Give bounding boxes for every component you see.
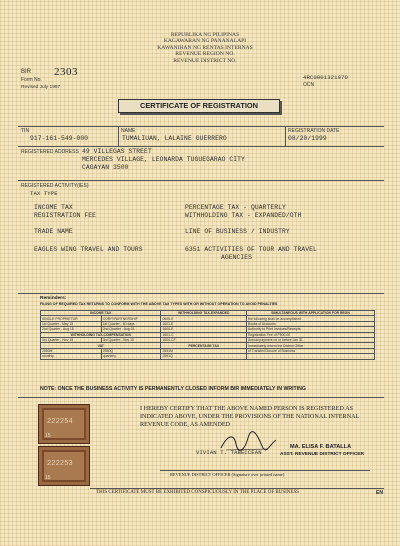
withholding-comp-header: WITHHOLDING TAX-COMPENSATION: [41, 332, 161, 337]
official-position: ASST. REVENUE DISTRICT OFFICER: [280, 452, 364, 457]
closure-note: NOTE: ONCE THE BUSINESS ACTIVITY IS PERMANENTLY CLOSED INFORM BIR IMMEDIATELY IN WRITING: [40, 386, 306, 392]
table-cell: 2550Q: [101, 348, 161, 353]
table-cell: 0605-E: [161, 316, 246, 321]
footer-code: EN: [376, 490, 383, 496]
table-cell: 1601-E: [161, 321, 246, 326]
republic-header: [120, 32, 290, 64]
certify-line-1: I HEREBY CERTIFY THAT THE ABOVE NAMED PERSON IS REGISTERED AS: [140, 405, 353, 412]
tax-right-2: WITHHOLDING TAX - EXPANDED/OTH: [185, 212, 302, 219]
address-line-3: CAGAYAN 3500: [82, 164, 129, 171]
reminders-title: Reminders:: [40, 296, 67, 301]
business-label: LINE OF BUSINESS / INDUSTRY: [185, 228, 290, 235]
table-cell: 2nd Quarter - Aug 15: [41, 327, 102, 332]
documentary-stamp: [38, 446, 90, 486]
tax-left-2: REGISTRATION FEE: [34, 212, 97, 219]
percentage-header: PERCENTAGE TAX: [161, 343, 246, 348]
table-cell: [246, 354, 374, 359]
reminders-table: [40, 310, 375, 360]
stamp-value: 15: [45, 433, 51, 439]
bureau-text: KAWANIHAN NG RENTAS INTERNAS: [157, 44, 253, 51]
table-cell: quarterly: [101, 354, 161, 359]
officer-line: REVENUE DISTRICT OFFICER (Signature over printed name): [170, 472, 285, 477]
certificate-title: CERTIFICATE OF REGISTRATION: [118, 99, 280, 113]
activities-label: REGISTERED ACTIVITY(IES): [21, 183, 89, 189]
regdate-label: REGISTRATION DATE: [288, 128, 340, 134]
table-cell: 2550M: [41, 348, 102, 353]
name-label: NAME: [121, 128, 136, 134]
certify-line-3: REVENUE CODE, AS AMENDED: [140, 421, 231, 428]
region-text: REVENUE REGION NO.: [175, 51, 235, 58]
business-line-2: AGENCIES: [221, 254, 253, 261]
vat-header: VAT: [41, 343, 161, 348]
republic-text: REPUBLIKA NG PILIPINAS: [170, 32, 240, 38]
trade-name-label: TRADE NAME: [34, 228, 73, 235]
table-row: [41, 354, 375, 359]
table-cell: Authority to Print Invoices/Receipts: [246, 327, 374, 332]
bir-label: BIR: [21, 69, 32, 75]
address-line-2: MERCEDES VILLAGE, LEONARDA TUGUEGARAO CITY: [82, 156, 245, 163]
table-cell: of Transfer/Closure of Business: [246, 348, 374, 353]
district-text: REVENUE DISTRICT NO.: [173, 57, 237, 64]
table-cell: Annual payment on or before Jan 31: [246, 337, 374, 342]
reminders-subtitle: FILING OF REQUIRED TAX RETURNS TO CONFORM WITH THE ABOVE TAX TYPES WITH OR WITHOUT OPERATION TO AVOID PENALTIES: [40, 302, 278, 306]
tin-label: TIN: [21, 128, 30, 134]
address-label: REGISTERED ADDRESS: [21, 149, 79, 155]
signer-printed-name: VIVIAN T. TABECCEAN: [196, 449, 262, 456]
table-cell: 1st Quarter - 60 days: [101, 321, 161, 326]
certify-text: [140, 405, 359, 429]
stamp-value: 15: [45, 475, 51, 481]
certify-line-2: INDICATED ABOVE, UNDER THE PROVISIONS OF THE NATIONAL INTERNAL: [140, 413, 360, 420]
form-no-label: Form No.: [21, 77, 42, 83]
table-cell: SINGLE PROPRIETOR: [41, 316, 102, 321]
table-cell: 1604-CF: [161, 337, 246, 342]
table-cell: 3rd Quarter - Nov 15: [41, 337, 102, 342]
table-cell: 1st Quarter - May 15: [41, 321, 102, 326]
simultaneous-header: SIMULTANEOUS WITH APPLICATION FOR REGN: [246, 311, 374, 316]
table-cell: monthly: [41, 354, 102, 359]
stamp-code: 222254: [47, 418, 73, 426]
table-cell: Immediately inform the District Office: [246, 343, 374, 348]
table-cell: the following shall be accomplished: [246, 316, 374, 321]
table-cell: 1604-E: [161, 327, 246, 332]
ocn-value: 4RC0001321970: [303, 74, 348, 81]
stamp-code: 222253: [47, 460, 73, 468]
revised-date: Revised July 1997: [21, 85, 61, 90]
table-cell: Books of Accounts: [246, 321, 374, 326]
tax-left-1: INCOME TAX: [34, 204, 73, 211]
tax-right-1: PERCENTAGE TAX - QUARTERLY: [185, 204, 286, 211]
name-value: TUMALIUAN, LALAINE GUERRERO: [122, 135, 227, 142]
ocn-label: OCN: [303, 82, 315, 88]
table-cell: 2551Q: [161, 354, 246, 359]
trade-name-value: EAGLES WING TRAVEL AND TOURS: [34, 246, 143, 253]
address-line-1: 49 VILLEGAS STREET: [82, 148, 152, 155]
form-number: 2303: [54, 66, 78, 78]
documentary-stamp: [38, 404, 90, 444]
table-cell: 1601-C: [161, 332, 246, 337]
department-text: KAGAWARAN NG PANANALAPI: [163, 38, 247, 45]
table-cell: Registration Fee of P500.00: [246, 332, 374, 337]
table-cell: CORP./PARTNERSHIP: [101, 316, 161, 321]
official-name: MA. ELISA F. BATALLA: [290, 444, 352, 450]
tax-type-label: TAX TYPE: [30, 190, 58, 197]
regdate-value: 08/20/1999: [288, 135, 327, 142]
income-header: INCOME TAX: [41, 311, 161, 316]
table-cell: 2551M: [161, 348, 246, 353]
tin-value: 917-161-549-000: [30, 135, 89, 142]
business-line-1: 6351 ACTIVITIES OF TOUR AND TRAVEL: [185, 246, 317, 253]
footer-text: THIS CERTIFICATE MUST BE EXHIBITED CONSPICUOUSLY IN THE PLACE OF BUSINESS: [96, 490, 300, 495]
withholding-header: WITHHOLDING TAX-EXPANDED: [161, 311, 246, 316]
table-cell: 2nd Quarter - Aug 15: [101, 327, 161, 332]
table-cell: 3rd Quarter - Nov 15: [101, 337, 161, 342]
